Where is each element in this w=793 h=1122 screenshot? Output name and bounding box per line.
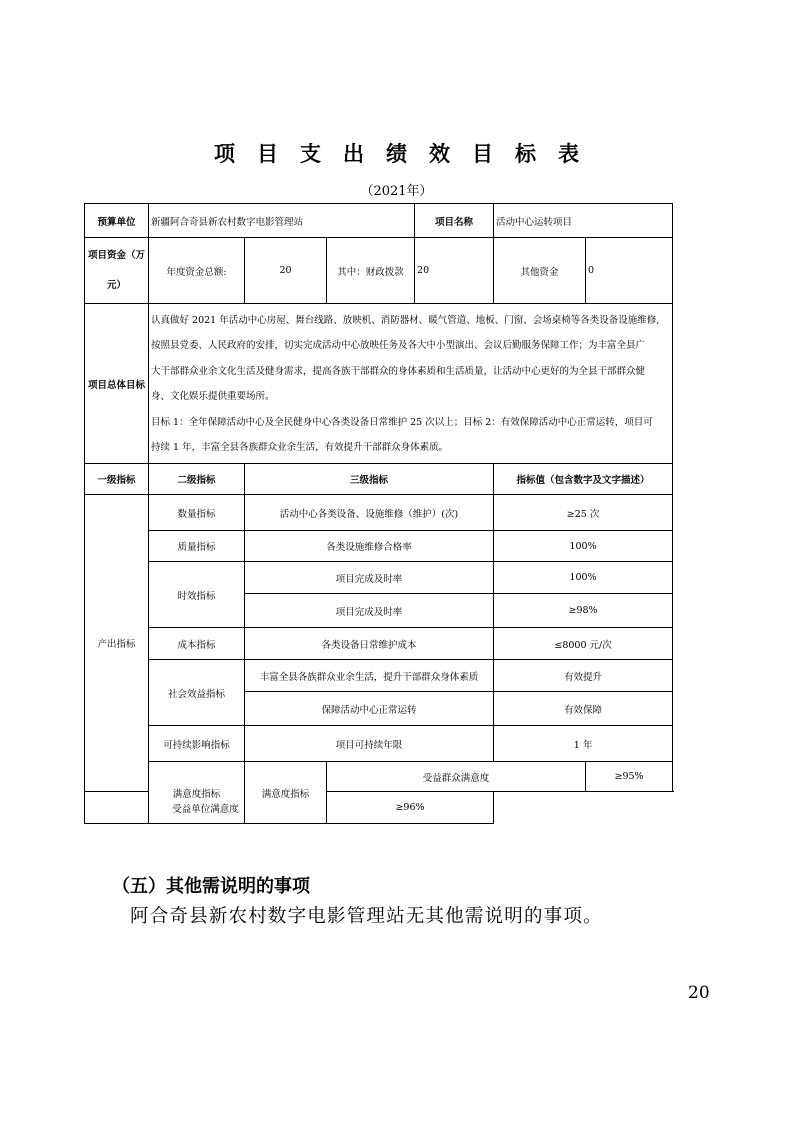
cost-level3: 各类设备日常维护成本 [245,628,494,660]
page-number: 20 [688,983,710,1003]
table-row [85,762,673,792]
satisfaction-level3: 受益群众满意度 [327,762,586,792]
goal-line: 大干部群众业余文化生活及健身需求，提高各族干部群众的身体素质和生活质量，让活动中心更好的为全县干部群众健 [151,365,646,377]
budget-unit-label: 预算单位 [85,204,149,238]
benefit-level3: 保障活动中心正常运转 [245,692,494,726]
benefit-value: 有效保障 [494,692,673,726]
section-body: 阿合奇县新农村数字电影管理站无其他需说明的事项。 [130,906,603,927]
header-row [85,464,673,495]
quantity-value: ≥25 次 [494,495,673,531]
quality-level3: 各类设施维修合格率 [245,531,494,562]
satisfaction-level2: 满意度指标 [245,762,327,824]
sustain-level3: 项目可持续年限 [245,726,494,762]
satisfaction-value: ≥95% [586,762,673,792]
annual-total-label: 年度资金总额: [149,238,245,304]
timeliness-value: 100% [494,562,673,594]
sustain-value: 1 年 [494,726,673,762]
table-row [85,628,673,660]
header-value: 指标值（包含数字及文字描述） [494,464,673,495]
cost-level2: 成本指标 [149,628,245,660]
satisfaction-level1: 满意度指标 [149,762,245,824]
other-funds-label: 其他资金 [494,238,586,304]
sustain-level2: 可持续影响指标 [149,726,245,762]
year-label: （2021年） [360,184,433,199]
timeliness-level3: 项目完成及时率 [245,562,494,594]
benefit-level2: 社会效益指标 [149,660,245,726]
funds-row [85,238,673,304]
output-level1: 产出指标 [85,495,149,792]
benefit-value: 有效提升 [494,660,673,692]
fiscal-value: 20 [415,238,494,304]
project-name-label: 项目名称 [415,204,494,238]
satisfaction-value: ≥96% [327,792,494,824]
header-level3: 三级指标 [245,464,494,495]
funds-label: 项目资金（万元） [85,238,149,304]
performance-target-table [84,203,673,824]
fiscal-label: 其中：财政拨款 [327,238,415,304]
goal-row [85,304,673,464]
goal-line: 身、文化娱乐提供重要场所。 [151,391,275,403]
timeliness-level2: 时效指标 [149,562,245,628]
budget-unit-value: 新疆阿合奇县新农村数字电影管理站 [149,204,415,238]
table-row [85,495,673,531]
goal-label: 项目总体目标 [85,304,149,464]
table-row [85,562,673,594]
quality-value: 100% [494,531,673,562]
header-level2: 二级指标 [149,464,245,495]
budget-unit-row [85,204,673,238]
goal-line: 认真做好 2021 年活动中心房屋、舞台线路、放映机、消防器材、暖气管道、地板、门窗、会场桌椅等各类设备设施维修, [151,315,660,326]
project-name-value: 活动中心运转项目 [494,204,673,238]
goal-line: 按照县党委、人民政府的安排，切实完成活动中心放映任务及各大中小型演出、会议后勤服务保障工作；为丰富全县广 [151,340,646,352]
annual-total-value: 20 [245,238,327,304]
quantity-level2: 数量指标 [149,495,245,531]
timeliness-value: ≥98% [494,594,673,628]
cost-value: ≤8000 元/次 [494,628,673,660]
section-heading: （五）其他需说明的事项 [112,876,310,897]
benefit-level3: 丰富全县各族群众业余生活，提升干部群众身体素质 [245,660,494,692]
goal-text [149,304,673,464]
goal-line: 目标 1：全年保障活动中心及全民健身中心各类设备日常维护 25 次以上；目标 2：有效保障活动中心正常运转，项目可 [151,416,653,428]
table-row [85,660,673,692]
page-title: 项目支出绩效目标表 [214,142,601,166]
other-funds-value: 0 [586,238,673,304]
timeliness-level3: 项目完成及时率 [245,594,494,628]
satisfaction-level3: 受益单位满意度 [85,792,327,824]
quality-level2: 质量指标 [149,531,245,562]
header-level1: 一级指标 [85,464,149,495]
goal-line: 持续 1 年，丰富全县各族群众业余生活，有效提升干部群众身体素质。 [151,442,449,454]
table-row [85,531,673,562]
quantity-level3: 活动中心各类设备、设施维修（维护）(次) [245,495,494,531]
table-row [85,726,673,762]
